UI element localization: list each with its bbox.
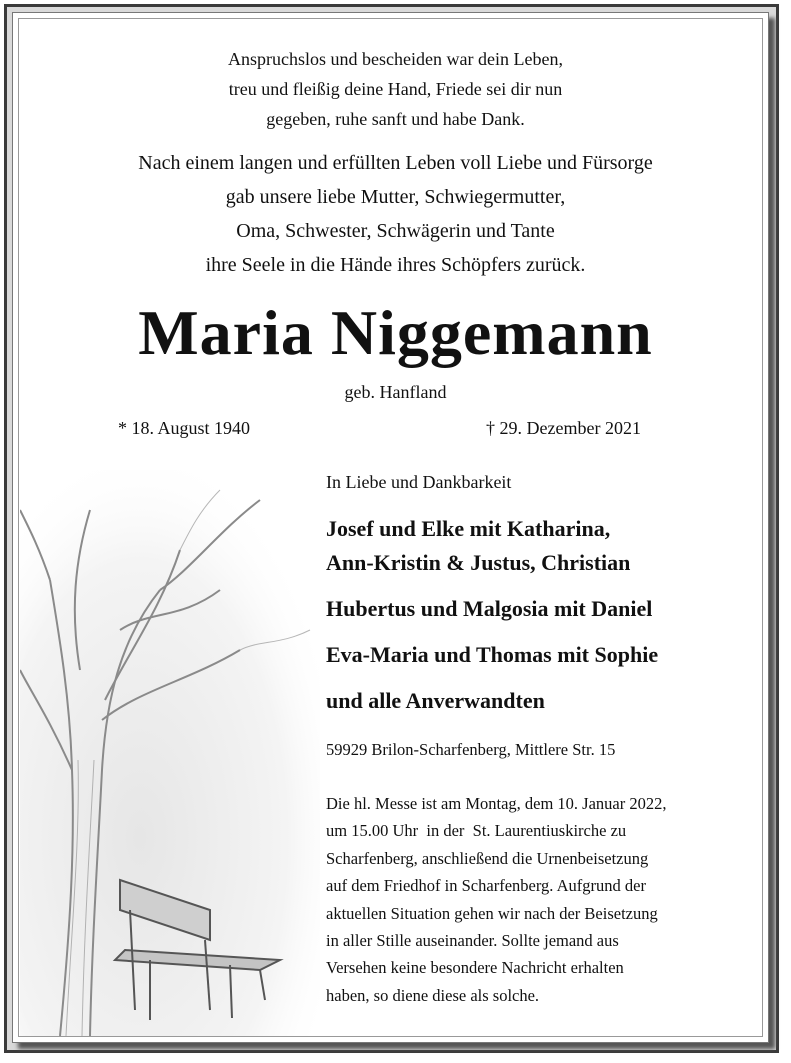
intro-line: Nach einem langen und erfüllten Leben voll Liebe und Fürsorge (138, 152, 653, 174)
death-date: † 29. Dezember 2021 (486, 418, 641, 438)
mass-notice-line: Die hl. Messe ist am Montag, dem 10. Januar 2022, (326, 794, 667, 813)
poem-line: gegeben, ruhe sanft und habe Dank. (266, 109, 525, 129)
mass-notice-line: um 15.00 Uhr in der St. Laurentiuskirche zu (326, 821, 627, 841)
mourners-list (326, 512, 766, 718)
maiden-name: geb. Hanfland (344, 382, 447, 402)
mass-notice (326, 790, 746, 1009)
mourners-greeting: In Liebe und Dankbarkeit (326, 472, 512, 492)
poem-line: treu und fleißig deine Hand, Friede sei dir nun (228, 79, 563, 99)
mourner-line: und alle Anverwandten (326, 688, 545, 713)
deceased-name: Maria Niggemann (138, 297, 653, 368)
intro-line: gab unsere liebe Mutter, Schwiegermutter, (225, 186, 566, 208)
intro-line: Oma, Schwester, Schwägerin und Tante (236, 220, 555, 242)
mourner-line: Ann-Kristin & Justus, Christian (326, 550, 631, 575)
mass-notice-line: haben, so diene diese als solche. (326, 985, 540, 1005)
intro-line: ihre Seele in die Hände ihres Schöpfers zurück. (205, 254, 586, 276)
tree-and-bench-illustration (20, 470, 320, 1036)
mass-notice-line: Scharfenberg, anschließend die Urnenbeisetzung (326, 848, 649, 868)
mourner-line: Eva-Maria und Thomas mit Sophie (326, 642, 659, 667)
intro-text (0, 146, 791, 282)
mourner-line: Josef und Elke mit Katharina, (326, 516, 611, 541)
poem-line: Anspruchslos und bescheiden war dein Leben, (228, 49, 563, 69)
mass-notice-line: aktuellen Situation gehen wir nach der Beisetzung (326, 903, 658, 923)
mass-notice-line: Versehen keine besondere Nachricht erhalten (326, 958, 624, 978)
poem (0, 44, 791, 134)
mourners-address: 59929 Brilon-Scharfenberg, Mittlere Str. 15 (326, 740, 616, 759)
mass-notice-line: auf dem Friedhof in Scharfenberg. Aufgrund der (326, 876, 646, 896)
mourner-line: Hubertus und Malgosia mit Daniel (326, 596, 653, 621)
birth-date: * 18. August 1940 (118, 418, 251, 438)
mass-notice-line: in aller Stille auseinander. Sollte jemand aus (326, 931, 619, 951)
